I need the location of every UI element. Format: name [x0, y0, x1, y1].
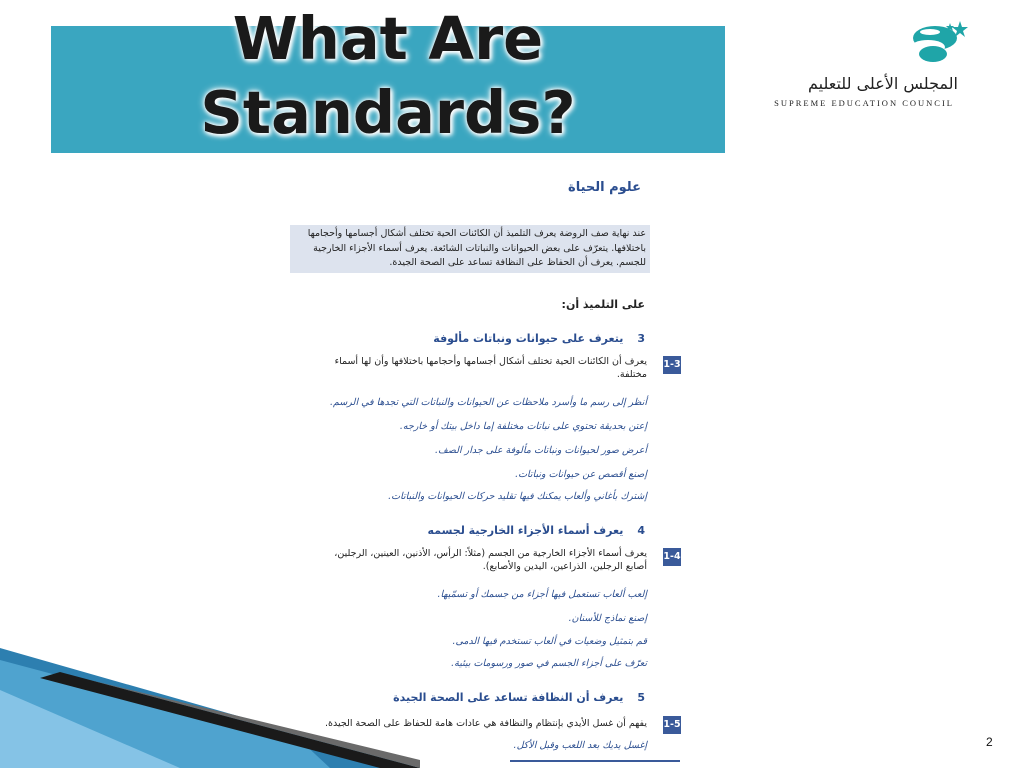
council-logo	[770, 14, 970, 114]
standard-text: يفهم أن غسل الأيدي بإنتظام والنظافة هي عادات هامة للحفاظ على الصحة الجيدة.	[325, 718, 647, 729]
section-title-text: يعرف أن النظافة تساعد على الصحة الجيدة	[393, 691, 624, 704]
slide-title: What Are Standards?	[200, 4, 576, 147]
activity-item: إعتن بحديقة تحتوي على نباتات مختلفة إما داخل بيتك أو خارجه.	[399, 421, 647, 432]
corner-decoration	[0, 620, 420, 768]
section-title	[393, 691, 645, 704]
council-emblem-icon	[770, 14, 970, 74]
activity-item: إشترك بأغاني وألعاب يمكنك فيها تقليد حركات الحيوانات والنباتات.	[388, 491, 647, 502]
activity-item: إصنع نماذج للأسنان.	[568, 613, 647, 624]
document-bottom-rule	[510, 760, 680, 762]
standard-code-badge: 1-3	[663, 356, 681, 374]
standard-code-badge: 1-5	[663, 716, 681, 734]
section-title	[433, 332, 645, 345]
logo-arabic-text: المجلس الأعلى للتعليم	[807, 74, 958, 93]
logo-english-text: SUPREME EDUCATION COUNCIL	[774, 98, 954, 108]
activity-item: إلعب ألعاب تستعمل فيها أجزاء من جسمك أو تسمّيها.	[437, 589, 647, 600]
section-number: 5	[637, 691, 645, 704]
standard-code-badge: 1-4	[663, 548, 681, 566]
section-number: 4	[637, 524, 645, 537]
standard-text: يعرف أن الكائنات الحية تختلف أشكال أجسامها وأحجامها باختلافها وأن لها أسماء مختلفة.	[334, 356, 647, 380]
section-title-text: يتعرف على حيوانات ونباتات مألوفة	[433, 332, 624, 345]
document-heading: علوم الحياة	[568, 180, 641, 195]
lead-line: على التلميذ أن:	[561, 298, 645, 311]
activity-item: تعرّف على أجزاء الجسم في صور ورسومات بيئية.	[451, 658, 647, 669]
section-title	[428, 524, 645, 537]
section-title-text: يعرف أسماء الأجزاء الخارجية لجسمه	[427, 524, 624, 537]
activity-item: أنظر إلى رسم ما وأسرد ملاحظات عن الحيوانات والنباتات التي تجدها في الرسم.	[330, 397, 647, 408]
activity-item: قم بتمثيل وضعيات في ألعاب تستخدم فيها الدمى.	[452, 636, 647, 647]
activity-item: إصنع أقصص عن حيوانات ونباتات.	[515, 469, 647, 480]
activity-item: أعرض صور لحيوانات ونباتات مألوفة على جدار الصف.	[435, 445, 647, 456]
intro-paragraph: عند نهاية صف الروضة يعرف التلميذ أن الكائنات الحية تختلف أشكال أجسامها وأحجامها باختلافها. يتعرّف على بعض الحيوانات والنباتات الشائعة. يعرف أسماء الأجزاء الخارجية للجسم. يعرف أن الحفاظ على النظافة تساعد على الصحة الجيدة.	[290, 225, 650, 273]
section-number: 3	[637, 332, 645, 345]
page-number: 2	[986, 735, 993, 749]
activity-item: إغسل يديك بعد اللعب وقبل الأكل.	[513, 740, 647, 751]
standard-text: يعرف أسماء الأجزاء الخارجية من الجسم (مثلاً: الرأس، الأذنين، العينين، الرجلين، أصابع الرجلين، الذراعين، اليدين والأصابع).	[334, 548, 647, 572]
